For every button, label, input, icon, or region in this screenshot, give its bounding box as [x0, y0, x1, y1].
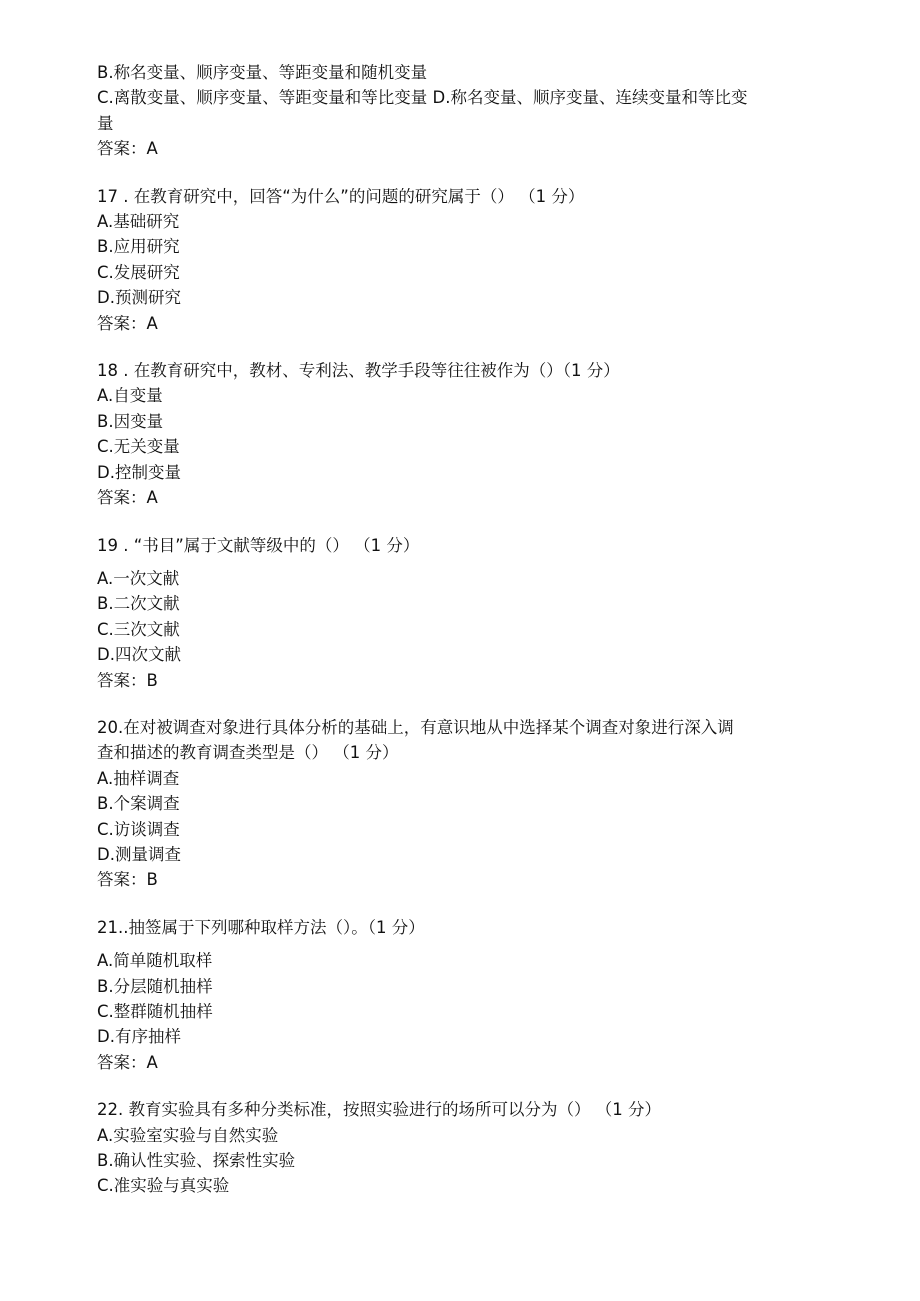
option-c: C.三次文献	[97, 619, 180, 639]
question-21	[97, 915, 832, 1075]
question-22	[97, 1097, 832, 1199]
question-title: 17 . 在教育研究中，回答“为什么”的问题的研究属于（） （1 分）	[97, 186, 585, 206]
question-title: 21..抽签属于下列哪种取样方法（）。（1 分）	[97, 917, 425, 937]
option-c: C.访谈调查	[97, 819, 180, 839]
question-19	[97, 533, 832, 693]
option-d: D.测量调查	[97, 844, 181, 864]
question-title: 19 . “书目”属于文献等级中的（） （1 分）	[97, 535, 420, 555]
option-b: B.因变量	[97, 411, 164, 431]
question-18	[97, 358, 832, 510]
question-17	[97, 184, 832, 336]
option-b: B.确认性实验、探索性实验	[97, 1151, 296, 1171]
option-d-continuation: 量	[97, 113, 114, 133]
question-title-continuation: 查和描述的教育调查类型是（） （1 分）	[97, 743, 399, 763]
option-c: C.发展研究	[97, 262, 180, 282]
option-c-d: C.离散变量、顺序变量、等距变量和等比变量 D.称名变量、顺序变量、连续变量和等比变	[97, 88, 748, 108]
option-d: D.控制变量	[97, 462, 181, 482]
option-a: A.基础研究	[97, 212, 180, 232]
option-d: D.四次文献	[97, 645, 181, 665]
option-c: C.无关变量	[97, 437, 180, 457]
option-c: C.准实验与真实验	[97, 1176, 230, 1196]
option-b: B.分层随机抽样	[97, 976, 213, 996]
question-title: 20.在对被调查对象进行具体分析的基础上，有意识地从中选择某个调查对象进行深入调	[97, 717, 734, 737]
option-a: A.抽样调查	[97, 768, 180, 788]
answer: 答案：A	[97, 313, 158, 333]
option-a: A.自变量	[97, 386, 163, 406]
option-d: D.有序抽样	[97, 1027, 181, 1047]
option-b: B.称名变量、顺序变量、等距变量和随机变量	[97, 63, 428, 82]
question-title: 18 . 在教育研究中，教材、专利法、教学手段等往往被作为（）（1 分）	[97, 361, 620, 381]
option-d: D.预测研究	[97, 288, 181, 308]
option-b: B.应用研究	[97, 237, 180, 257]
answer: 答案：B	[97, 870, 158, 890]
option-b: B.个案调查	[97, 794, 180, 814]
question-20	[97, 715, 832, 893]
question-16-continuation	[97, 60, 832, 162]
answer: 答案：B	[97, 670, 158, 690]
answer: 答案：A	[97, 139, 158, 159]
option-c: C.整群随机抽样	[97, 1002, 213, 1021]
option-b: B.二次文献	[97, 594, 180, 614]
document-page	[97, 60, 832, 1199]
option-a: A.实验室实验与自然实验	[97, 1125, 279, 1145]
question-title: 22. 教育实验具有多种分类标准，按照实验进行的场所可以分为（） （1 分）	[97, 1100, 661, 1120]
option-a: A.简单随机取样	[97, 951, 213, 971]
option-a: A.一次文献	[97, 568, 180, 588]
answer: 答案：A	[97, 488, 158, 508]
answer: 答案：A	[97, 1052, 158, 1072]
